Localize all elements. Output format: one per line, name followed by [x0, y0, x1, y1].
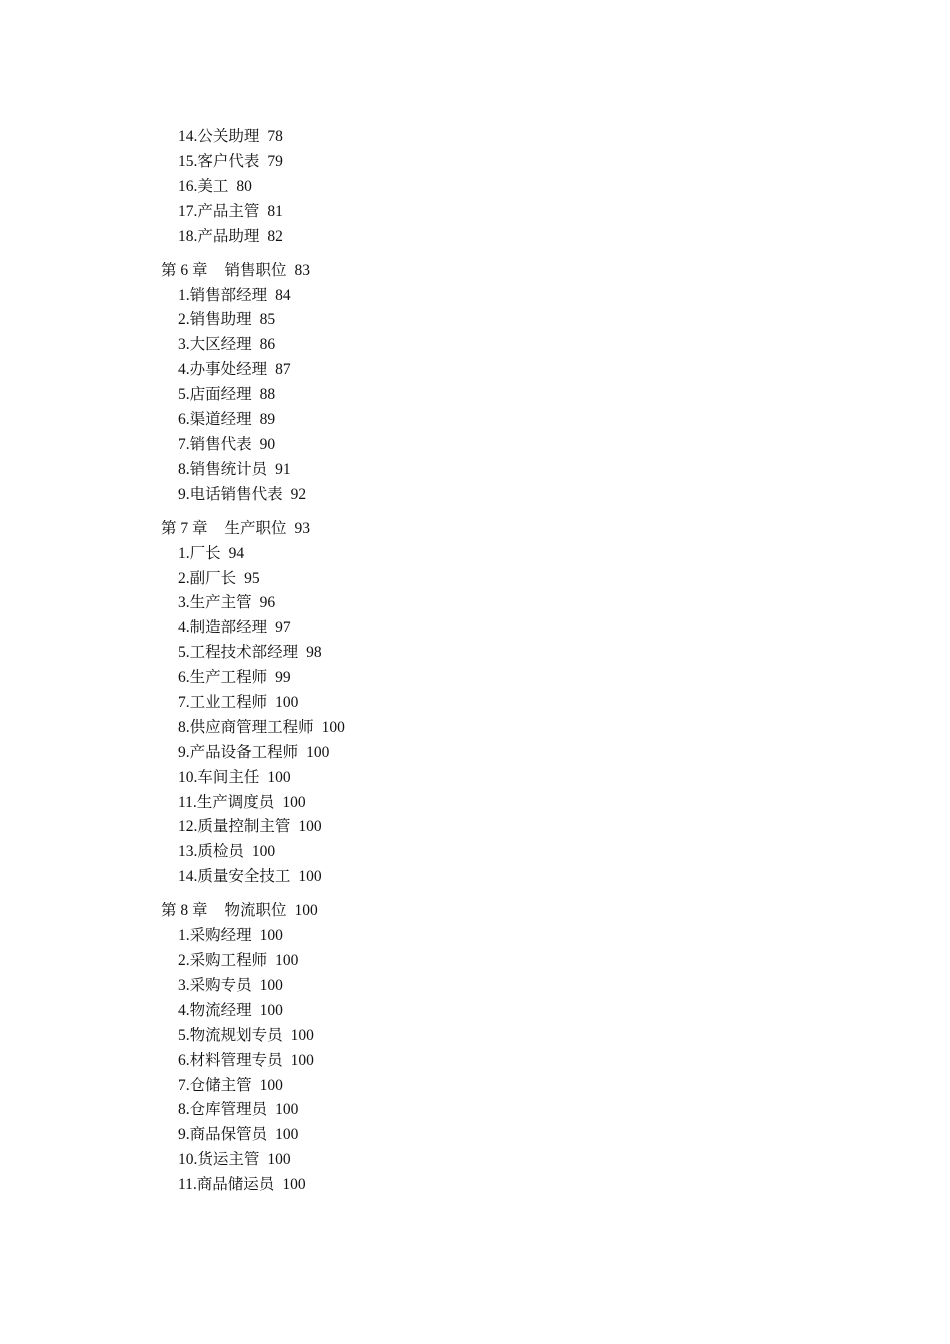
entry-title: 2.采购工程师 [178, 952, 268, 970]
entry-title: 1.采购经理 [178, 927, 252, 945]
toc-entry [161, 766, 861, 791]
entry-title: 11.商品储运员 [178, 1176, 275, 1194]
chapter-number: 第 6 章 [161, 261, 208, 279]
page-number: 98 [306, 644, 322, 662]
entry-title: 5.物流规划专员 [178, 1026, 283, 1044]
page-number: 100 [267, 1151, 291, 1169]
toc-entry [161, 383, 861, 408]
toc-entry [161, 716, 861, 741]
toc-entry [161, 741, 861, 766]
page-number: 100 [298, 818, 322, 836]
entry-title: 10.货运主管 [178, 1151, 260, 1169]
page-number: 93 [294, 519, 311, 537]
toc-entry [161, 1123, 861, 1148]
page-number: 100 [275, 693, 299, 711]
toc-entry [161, 616, 861, 641]
page-number: 80 [236, 177, 252, 195]
page-number: 100 [321, 718, 345, 736]
page-number: 99 [275, 669, 291, 687]
toc-entry [161, 1049, 861, 1074]
page-number: 95 [244, 569, 260, 587]
entry-title: 13.质检员 [178, 843, 244, 861]
page-number: 96 [259, 594, 276, 612]
page-number: 100 [267, 768, 291, 786]
entry-title: 10.车间主任 [178, 768, 260, 786]
toc-entry [161, 1148, 861, 1173]
page-number: 82 [267, 227, 283, 245]
toc-entry [161, 1098, 861, 1123]
entry-title: 4.物流经理 [178, 1001, 252, 1019]
toc-chapter-heading [161, 899, 861, 924]
page-number: 79 [267, 152, 283, 170]
entry-title: 9.产品设备工程师 [178, 743, 299, 761]
page-number: 100 [275, 1101, 299, 1119]
entry-title: 1.销售部经理 [178, 286, 268, 304]
toc-entry [161, 225, 861, 250]
toc-entry [161, 641, 861, 666]
toc-entry [161, 125, 861, 150]
entry-title: 16.美工 [178, 177, 229, 195]
page-number: 100 [298, 868, 322, 886]
page-number: 94 [228, 544, 245, 562]
page-number: 100 [259, 976, 283, 994]
page-number: 100 [290, 1026, 314, 1044]
toc-entry [161, 408, 861, 433]
chapter-title: 销售职位 [224, 261, 287, 279]
page-number: 83 [294, 261, 311, 279]
page-number: 100 [259, 1076, 283, 1094]
toc-chapter-heading [161, 259, 861, 284]
toc-entry [161, 924, 861, 949]
toc-entry [161, 1074, 861, 1099]
entry-title: 4.办事处经理 [178, 361, 268, 379]
entry-title: 12.质量控制主管 [178, 818, 291, 836]
entry-title: 7.工业工程师 [178, 693, 268, 711]
page-number: 88 [259, 386, 276, 404]
toc-entry [161, 666, 861, 691]
entry-title: 9.电话销售代表 [178, 485, 283, 503]
page-number: 87 [275, 361, 291, 379]
toc-entry [161, 175, 861, 200]
toc-entry [161, 691, 861, 716]
toc-entry [161, 308, 861, 333]
chapter-number: 第 7 章 [161, 519, 208, 537]
toc-entry [161, 1024, 861, 1049]
entry-title: 14.质量安全技工 [178, 868, 291, 886]
entry-title: 8.仓库管理员 [178, 1101, 268, 1119]
entry-title: 5.店面经理 [178, 386, 252, 404]
table-of-contents [161, 125, 861, 1198]
toc-entry [161, 865, 861, 890]
page-number: 100 [259, 1001, 283, 1019]
toc-entry [161, 458, 861, 483]
toc-entry [161, 483, 861, 508]
toc-entry [161, 150, 861, 175]
page-number: 91 [275, 460, 291, 478]
entry-title: 4.制造部经理 [178, 619, 268, 637]
page-number: 90 [259, 435, 276, 453]
toc-entry [161, 791, 861, 816]
toc-entry [161, 358, 861, 383]
page-number: 92 [290, 485, 307, 503]
entry-title: 3.采购专员 [178, 976, 252, 994]
toc-entry [161, 949, 861, 974]
entry-title: 2.副厂长 [178, 569, 237, 587]
toc-entry [161, 284, 861, 309]
entry-title: 7.销售代表 [178, 435, 252, 453]
entry-title: 6.生产工程师 [178, 669, 268, 687]
toc-entry [161, 1173, 861, 1198]
toc-entry [161, 591, 861, 616]
entry-title: 1.厂长 [178, 544, 221, 562]
entry-title: 15.客户代表 [178, 152, 260, 170]
page-number: 100 [275, 1126, 299, 1144]
page-number: 84 [275, 286, 291, 304]
page-number: 100 [290, 1051, 314, 1069]
page-number: 81 [267, 202, 283, 220]
toc-entry [161, 974, 861, 999]
entry-title: 9.商品保管员 [178, 1126, 268, 1144]
page-number: 100 [251, 843, 276, 861]
page-number: 85 [259, 311, 276, 329]
page-number: 100 [259, 927, 283, 945]
page-number: 89 [259, 410, 276, 428]
entry-title: 18.产品助理 [178, 227, 260, 245]
toc-entry [161, 815, 861, 840]
entry-title: 5.工程技术部经理 [178, 644, 299, 662]
toc-entry [161, 567, 861, 592]
page-number: 86 [259, 336, 276, 354]
entry-title: 8.销售统计员 [178, 460, 268, 478]
entry-title: 6.材料管理专员 [178, 1051, 283, 1069]
entry-title: 14.公关助理 [178, 128, 260, 145]
entry-title: 6.渠道经理 [178, 410, 252, 428]
page-number: 100 [282, 1176, 306, 1194]
toc-chapter-heading [161, 517, 861, 542]
toc-entry [161, 200, 861, 225]
chapter-title: 生产职位 [224, 519, 287, 537]
entry-title: 17.产品主管 [178, 202, 260, 220]
page-number: 100 [306, 743, 330, 761]
toc-entry [161, 542, 861, 567]
entry-title: 11.生产调度员 [178, 793, 275, 811]
entry-title: 3.大区经理 [178, 336, 252, 354]
chapter-number: 第 8 章 [161, 902, 208, 920]
entry-title: 2.销售助理 [178, 311, 252, 329]
entry-title: 3.生产主管 [178, 594, 252, 612]
toc-entry [161, 999, 861, 1024]
page-number: 100 [275, 952, 299, 970]
page-number: 78 [267, 128, 283, 145]
entry-title: 8.供应商管理工程师 [178, 718, 314, 736]
toc-entry [161, 433, 861, 458]
chapter-title: 物流职位 [224, 902, 287, 920]
entry-title: 7.仓储主管 [178, 1076, 252, 1094]
toc-entry [161, 840, 861, 865]
page-number: 97 [275, 619, 291, 637]
toc-entry [161, 333, 861, 358]
page-number: 100 [282, 793, 306, 811]
page-number: 100 [294, 902, 318, 920]
